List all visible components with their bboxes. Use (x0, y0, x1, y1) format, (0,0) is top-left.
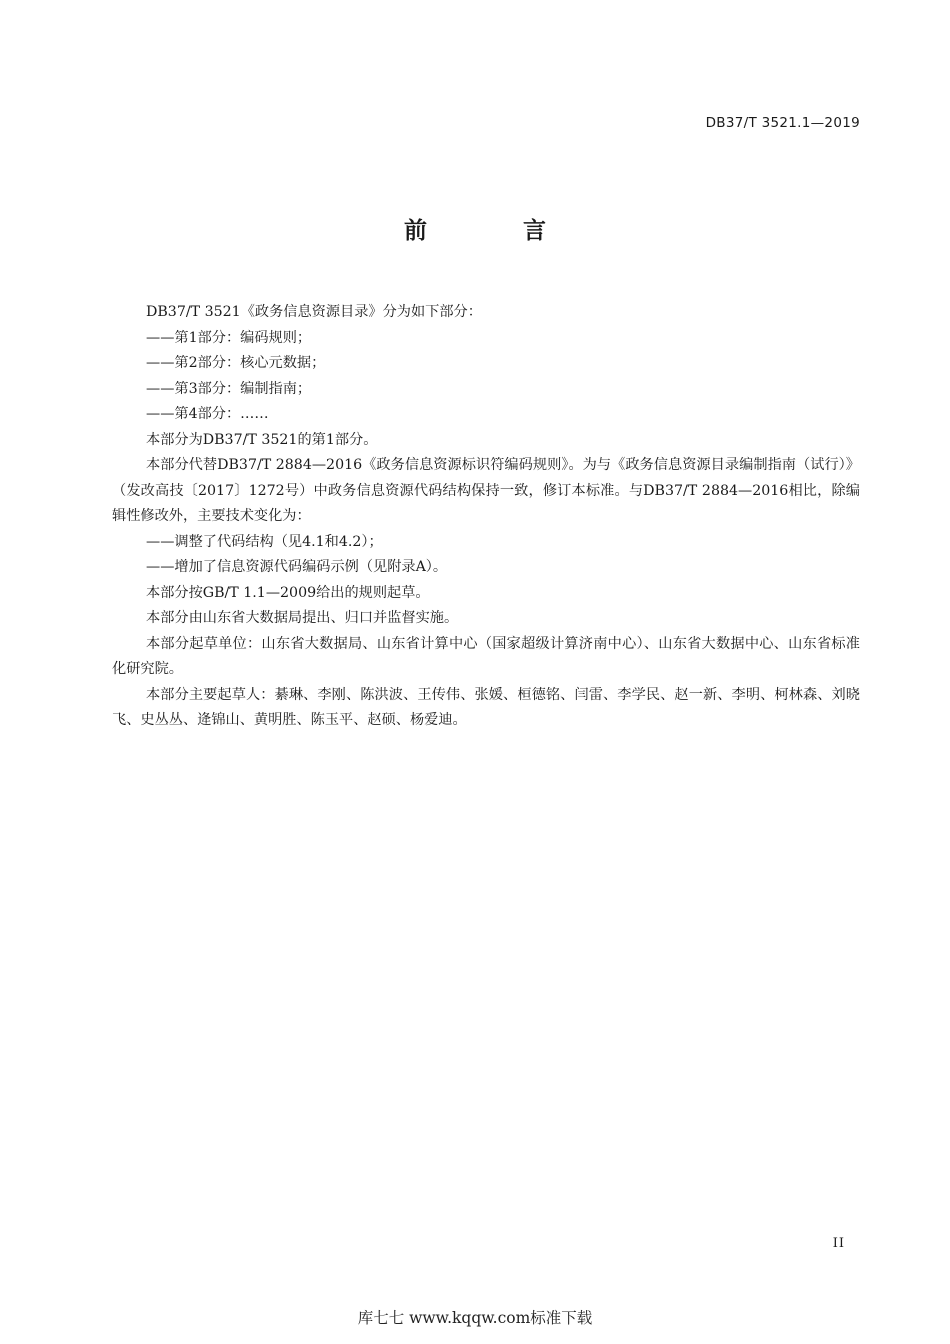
list-item-part-1: ——第1部分：编码规则； (146, 329, 312, 346)
list-item-part-2: ——第2部分：核心元数据； (146, 355, 326, 371)
list-item-part-4: ——第4部分：…… (146, 406, 269, 422)
paragraph-intro: DB37/T 3521《政务信息资源目录》分为如下部分： (146, 304, 482, 320)
paragraph-replacement: 本部分代替DB37/T 2884—2016《政务信息资源标识符编码规则》。为与《政务信息资源目录编制指南（试行）》（发改高技〔2017〕1272号）中政务信息资源代码结构保持一致，修订本标准。与DB37/T 2884—2016相比，除编辑性修改外，主要技术变化为： (112, 457, 860, 524)
paragraph-drafting-rules: 本部分按GB/T 1.1—2009给出的规则起草。 (146, 584, 430, 601)
list-item-part-3: ——第3部分：编制指南； (146, 380, 312, 397)
list-item-change-1: ——调整了代码结构（见4.1和4.2）； (146, 533, 383, 550)
paragraph-drafting-units: 本部分起草单位：山东省大数据局、山东省计算中心（国家超级计算济南中心）、山东省大数据中心、山东省标准化研究院。 (112, 635, 860, 677)
page-number: II (832, 1236, 845, 1251)
document-code: DB37/T 3521.1—2019 (705, 115, 860, 131)
page-title: 前 言 (403, 218, 590, 244)
paragraph-proposer: 本部分由山东省大数据局提出、归口并监督实施。 (146, 610, 459, 626)
list-item-change-2: ——增加了信息资源代码编码示例（见附录A）。 (146, 559, 448, 575)
watermark-text: 库七七 www.kqqw.com标准下载 (357, 1309, 593, 1327)
paragraph-drafters: 本部分主要起草人：綦琳、李刚、陈洪波、王传伟、张媛、桓德铭、闫雷、李学民、赵一新、李明、柯林森、刘晓飞、史丛丛、逄锦山、黄明胜、陈玉平、赵硕、杨爱迪。 (112, 686, 860, 728)
preface-body (112, 300, 860, 734)
paragraph-part-statement: 本部分为DB37/T 3521的第1部分。 (146, 431, 378, 448)
